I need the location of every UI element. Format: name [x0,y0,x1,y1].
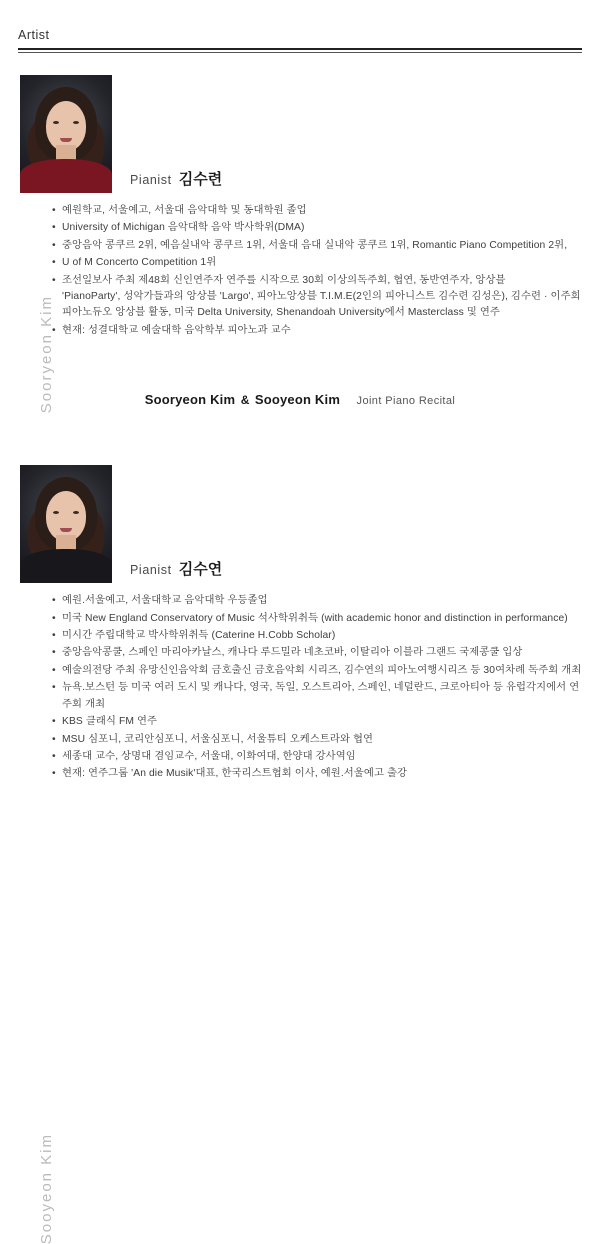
bio-text: 미국 New England Conservatory of Music 석사학위취득 (with academic honor and distinction in performance) [62,612,568,624]
eye-left-icon-1 [53,121,59,124]
artist-bio-list-1 [52,203,582,339]
artist-name-line-2 [130,558,222,583]
bio-text: U of M Concerto Competition 1위 [62,257,217,269]
vertical-romanized-name-2: Sooyeon Kim [38,1133,55,1244]
bio-text: 예술의전당 주최 유망신인음악회 금호출신 금호음악회 시리즈, 김수연의 피아노여행시리즈 등 30여차례 독주회 개최 [62,664,582,676]
dress-icon-1 [20,159,112,193]
list-item [52,714,582,730]
artist-role-1: Pianist [130,173,172,187]
list-item [52,220,582,236]
recital-name-second: Sooyeon Kim [254,392,341,408]
portrait-photo-1 [20,75,112,193]
recital-title [18,391,582,409]
vertical-romanized-name-1: Sooryeon Kim [38,295,55,414]
bio-text: 뉴욕.보스턴 등 미국 여러 도시 및 캐나다, 영국, 독일, 오스트리아, 스페인, 네덜란드, 크로아티아 등 유럽각지에서 연주회 개최 [62,682,580,710]
list-item [52,203,582,219]
eye-right-icon-1 [73,121,79,124]
bio-text: 현재: 성결대학교 예술대학 음악학부 피아노과 교수 [62,324,291,336]
artist-photo-row-1 [18,75,582,193]
bio-text-continuation: 'PianoParty', 성악가들과의 앙상블 'Largo', 피아노앙상블 T.I.M.E(2인의 피아니스트 김수련 김성은), 김수련 · 이주희 [62,291,581,303]
bio-text: 조선일보사 주최 제48회 신인연주자 연주를 시작으로 30회 이상의독주회, 협연, 동반연주자, 앙상블 [62,274,506,286]
bio-text: 예원.서울예고, 서울대학교 음악대학 우등졸업 [62,595,268,607]
list-item [52,749,582,765]
bio-text: 중앙음악콩쿨, 스페인 마리아카날스, 캐나다 루드밀라 네초코바, 이탈리아 이블라 그랜드 국제콩쿨 입상 [62,647,523,659]
artist-role-2: Pianist [130,563,172,578]
list-item [52,611,582,627]
artist-photo-row-2 [18,465,582,583]
bio-text: MSU 심포니, 코리안심포니, 서울심포니, 서울튜티 오케스트라와 협연 [62,733,374,745]
artist-name-line-1 [130,168,222,193]
header-rule-thin [18,52,582,53]
bio-text: 현재: 연주그룹 'An die Musik'대표, 한국리스트협회 이사, 예원.서울예고 출강 [62,768,408,780]
list-item [52,323,582,339]
list-item [52,255,582,271]
header-rule-thick [18,48,582,50]
dress-icon-2 [20,549,112,583]
portrait-photo-2 [20,465,112,583]
face-icon-1 [46,101,86,151]
list-item [52,663,582,679]
list-item [52,273,582,322]
recital-ampersand: & [240,393,250,408]
list-item [52,766,582,782]
list-item [52,628,582,644]
page-title: Artist [18,28,50,42]
bio-text-continuation: 피아노듀오 앙상블 활동, 미국 Delta University, Shenandoah University에서 Masterclass 및 연주 [62,307,500,319]
artist-bio-list-2 [52,593,582,782]
bio-text: 예원학교, 서울예고, 서울대 음악대학 및 동대학원 졸업 [62,205,307,216]
recital-subtitle: Joint Piano Recital [356,395,456,408]
artist-block-2 [18,465,582,1244]
recital-name-first: Sooryeon Kim [144,392,236,408]
page-header [18,0,582,53]
artist-name-2: 김수연 [178,561,223,579]
bio-text: 세종대 교수, 상명대 겸임교수, 서울대, 이화여대, 한양대 강사역임 [62,750,356,762]
bio-text: 미시간 주립대학교 박사학위취득 (Caterine H.Cobb Scholar) [62,630,336,642]
list-item [52,593,582,609]
bio-text: KBS 클래식 FM 연주 [62,716,158,728]
list-item [52,732,582,748]
list-item [52,680,582,713]
bio-text: 중앙음악 콩쿠르 2위, 예음실내악 콩쿠르 1위, 서울대 음대 실내악 콩쿠르 1위, Romantic Piano Competition 2위, [62,239,568,251]
bio-text: University of Michigan 음악대학 음악 박사학위(DMA) [62,222,305,234]
artist-name-1: 김수련 [178,171,223,188]
list-item [52,238,582,254]
face-icon-2 [46,491,86,541]
list-item [52,645,582,661]
